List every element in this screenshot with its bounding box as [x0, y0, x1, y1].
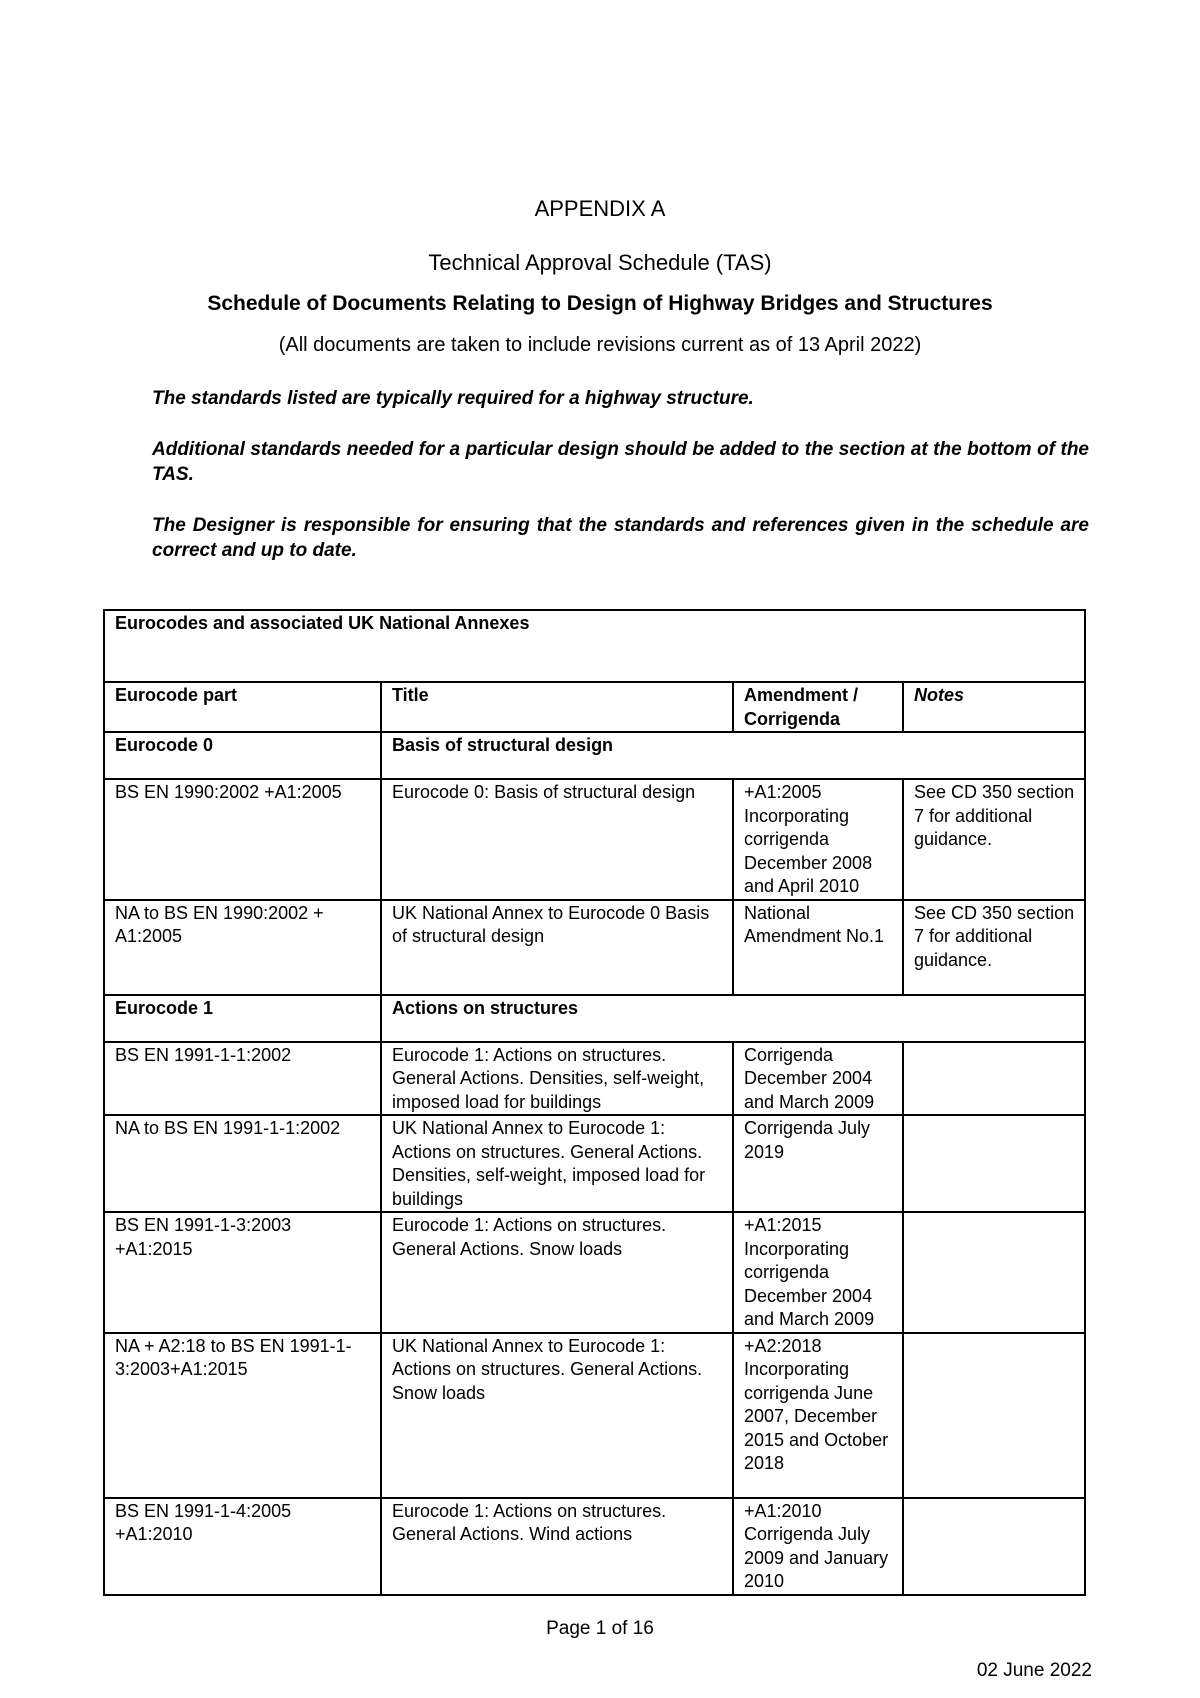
- section-code: Eurocode 1: [104, 995, 381, 1042]
- cell-part: NA + A2:18 to BS EN 1991-1-3:2003+A1:2015: [104, 1333, 381, 1498]
- section-code: Eurocode 0: [104, 732, 381, 779]
- cell-part: NA to BS EN 1990:2002 + A1:2005: [104, 900, 381, 995]
- cell-amendment: +A1:2005 Incorporating corrigenda December 2008 and April 2010: [733, 779, 903, 900]
- cell-part: BS EN 1991-1-3:2003 +A1:2015: [104, 1212, 381, 1333]
- cell-title: UK National Annex to Eurocode 1: Actions on structures. General Actions. Densities, self-weight, imposed load for buildings: [381, 1115, 733, 1212]
- cell-part: BS EN 1990:2002 +A1:2005: [104, 779, 381, 900]
- header-title: Title: [381, 682, 733, 732]
- cell-amendment: Corrigenda December 2004 and March 2009: [733, 1042, 903, 1116]
- section-row-eurocode-0: [104, 732, 1085, 779]
- intro-paragraph-additional: Additional standards needed for a particular design should be added to the section at the bottom of the TAS.: [152, 439, 1089, 485]
- table-header-row: [104, 682, 1085, 732]
- section-title: Basis of structural design: [381, 732, 1085, 779]
- table-row: [104, 1042, 1085, 1116]
- eurocodes-table: [103, 609, 1086, 1596]
- table-row: [104, 1333, 1085, 1498]
- cell-notes: See CD 350 section 7 for additional guidance.: [903, 900, 1085, 995]
- cell-notes: See CD 350 section 7 for additional guidance.: [903, 779, 1085, 900]
- tas-heading: Technical Approval Schedule (TAS): [428, 250, 772, 275]
- table-row: [104, 1498, 1085, 1595]
- cell-part: NA to BS EN 1991-1-1:2002: [104, 1115, 381, 1212]
- cell-notes: [903, 1212, 1085, 1333]
- cell-amendment: +A1:2015 Incorporating corrigenda December 2004 and March 2009: [733, 1212, 903, 1333]
- cell-notes: [903, 1042, 1085, 1116]
- cell-title: Eurocode 1: Actions on structures. General Actions. Densities, self-weight, imposed load for buildings: [381, 1042, 733, 1116]
- section-row-eurocode-1: [104, 995, 1085, 1042]
- document-date: 02 June 2022: [976, 1660, 1092, 1681]
- appendix-heading: APPENDIX A: [534, 196, 666, 221]
- cell-title: UK National Annex to Eurocode 0 Basis of structural design: [381, 900, 733, 995]
- cell-amendment: Corrigenda July 2019: [733, 1115, 903, 1212]
- header-amendment: Amendment / Corrigenda: [733, 682, 903, 732]
- page-number: Page 1 of 16: [546, 1618, 654, 1639]
- header-notes: Notes: [903, 682, 1085, 732]
- schedule-heading: Schedule of Documents Relating to Design of Highway Bridges and Structures: [207, 292, 993, 315]
- cell-notes: [903, 1498, 1085, 1595]
- table-row: [104, 779, 1085, 900]
- table-title-row: [104, 610, 1085, 682]
- intro-paragraph-responsibility: The Designer is responsible for ensuring that the standards and references given in the schedule are correct and up to date.: [152, 515, 1089, 561]
- cell-title: UK National Annex to Eurocode 1: Actions on structures. General Actions. Snow loads: [381, 1333, 733, 1498]
- table-title: Eurocodes and associated UK National Annexes: [104, 610, 1085, 682]
- cell-amendment: +A1:2010 Corrigenda July 2009 and January 2010: [733, 1498, 903, 1595]
- revisions-note: (All documents are taken to include revisions current as of 13 April 2022): [278, 334, 922, 356]
- cell-amendment: National Amendment No.1: [733, 900, 903, 995]
- cell-title: Eurocode 1: Actions on structures. General Actions. Wind actions: [381, 1498, 733, 1595]
- cell-title: Eurocode 1: Actions on structures. General Actions. Snow loads: [381, 1212, 733, 1333]
- cell-title: Eurocode 0: Basis of structural design: [381, 779, 733, 900]
- table-row: [104, 900, 1085, 995]
- cell-notes: [903, 1115, 1085, 1212]
- section-title: Actions on structures: [381, 995, 1085, 1042]
- header-eurocode-part: Eurocode part: [104, 682, 381, 732]
- cell-part: BS EN 1991-1-4:2005 +A1:2010: [104, 1498, 381, 1595]
- table-row: [104, 1212, 1085, 1333]
- intro-paragraph-typical: The standards listed are typically required for a highway structure.: [152, 388, 754, 409]
- table-row: [104, 1115, 1085, 1212]
- cell-part: BS EN 1991-1-1:2002: [104, 1042, 381, 1116]
- cell-amendment: +A2:2018 Incorporating corrigenda June 2007, December 2015 and October 2018: [733, 1333, 903, 1498]
- cell-notes: [903, 1333, 1085, 1498]
